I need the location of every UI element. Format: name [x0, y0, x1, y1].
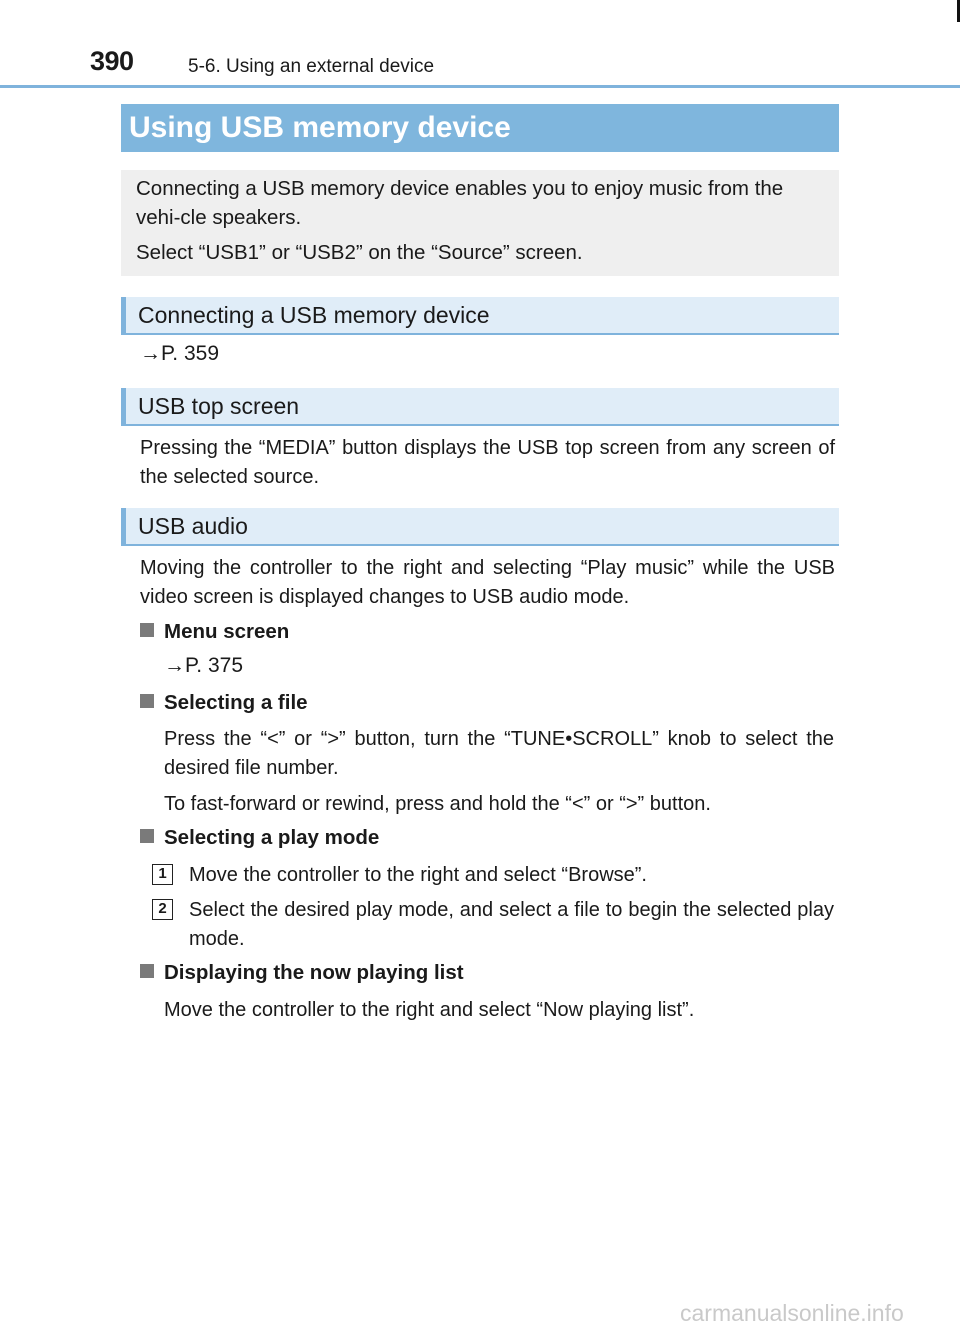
now-playing-heading: Displaying the now playing list: [140, 961, 464, 985]
fast-forward-text: To fast-forward or rewind, press and hold the “<” or “>” button.: [164, 793, 711, 815]
play-mode-heading: Selecting a play mode: [140, 826, 379, 850]
usb-audio-body: Moving the controller to the right and selecting “Play music” while the USB video screen is displayed changes to USB audio mode.: [140, 557, 835, 608]
selecting-file-text: Press the “<” or “>” button, turn the “TUNE•SCROLL” knob to select the desired file number.: [164, 728, 834, 779]
watermark: carmanualsonline.info: [680, 1300, 904, 1326]
intro-box: [121, 170, 839, 276]
heading-top-screen: USB top screen: [121, 388, 839, 426]
section-path: 5-6. Using an external device: [188, 56, 435, 77]
step-text: Select the desired play mode, and select a file to begin the selected play mode.: [189, 899, 834, 950]
heading-connecting: Connecting a USB memory device: [121, 297, 839, 335]
intro-instruction: Select “USB1” or “USB2” on the “Source” screen.: [136, 241, 583, 264]
square-bullet-icon: [140, 694, 154, 708]
ref-page: P. 359: [161, 342, 220, 365]
step-number-badge: 1: [152, 864, 173, 885]
header-rule: [0, 85, 960, 88]
heading-usb-audio: USB audio: [121, 508, 839, 546]
page-number: 390: [90, 46, 134, 76]
now-playing-text: Move the controller to the right and select “Now playing list”.: [164, 999, 695, 1021]
page-header: [0, 0, 960, 90]
square-bullet-icon: [140, 829, 154, 843]
top-screen-body: Pressing the “MEDIA” button displays the USB top screen from any screen of the selected source.: [140, 437, 835, 488]
selecting-file-heading: Selecting a file: [140, 691, 308, 715]
ref-page: P. 375: [185, 654, 244, 677]
step-number-badge: 2: [152, 899, 173, 920]
ref-connecting[interactable]: [140, 342, 219, 366]
page-title: Using USB memory device: [121, 104, 839, 152]
ref-arrow-icon: →: [140, 342, 161, 365]
intro-text: Connecting a USB memory device enables you to enjoy music from the vehi-cle speakers.: [136, 177, 784, 229]
ref-arrow-icon: →: [164, 654, 185, 677]
menu-screen-heading: Menu screen: [140, 620, 289, 644]
ref-menu-screen[interactable]: [164, 654, 243, 678]
square-bullet-icon: [140, 964, 154, 978]
step-text: Move the controller to the right and select “Browse”.: [189, 864, 647, 886]
square-bullet-icon: [140, 623, 154, 637]
